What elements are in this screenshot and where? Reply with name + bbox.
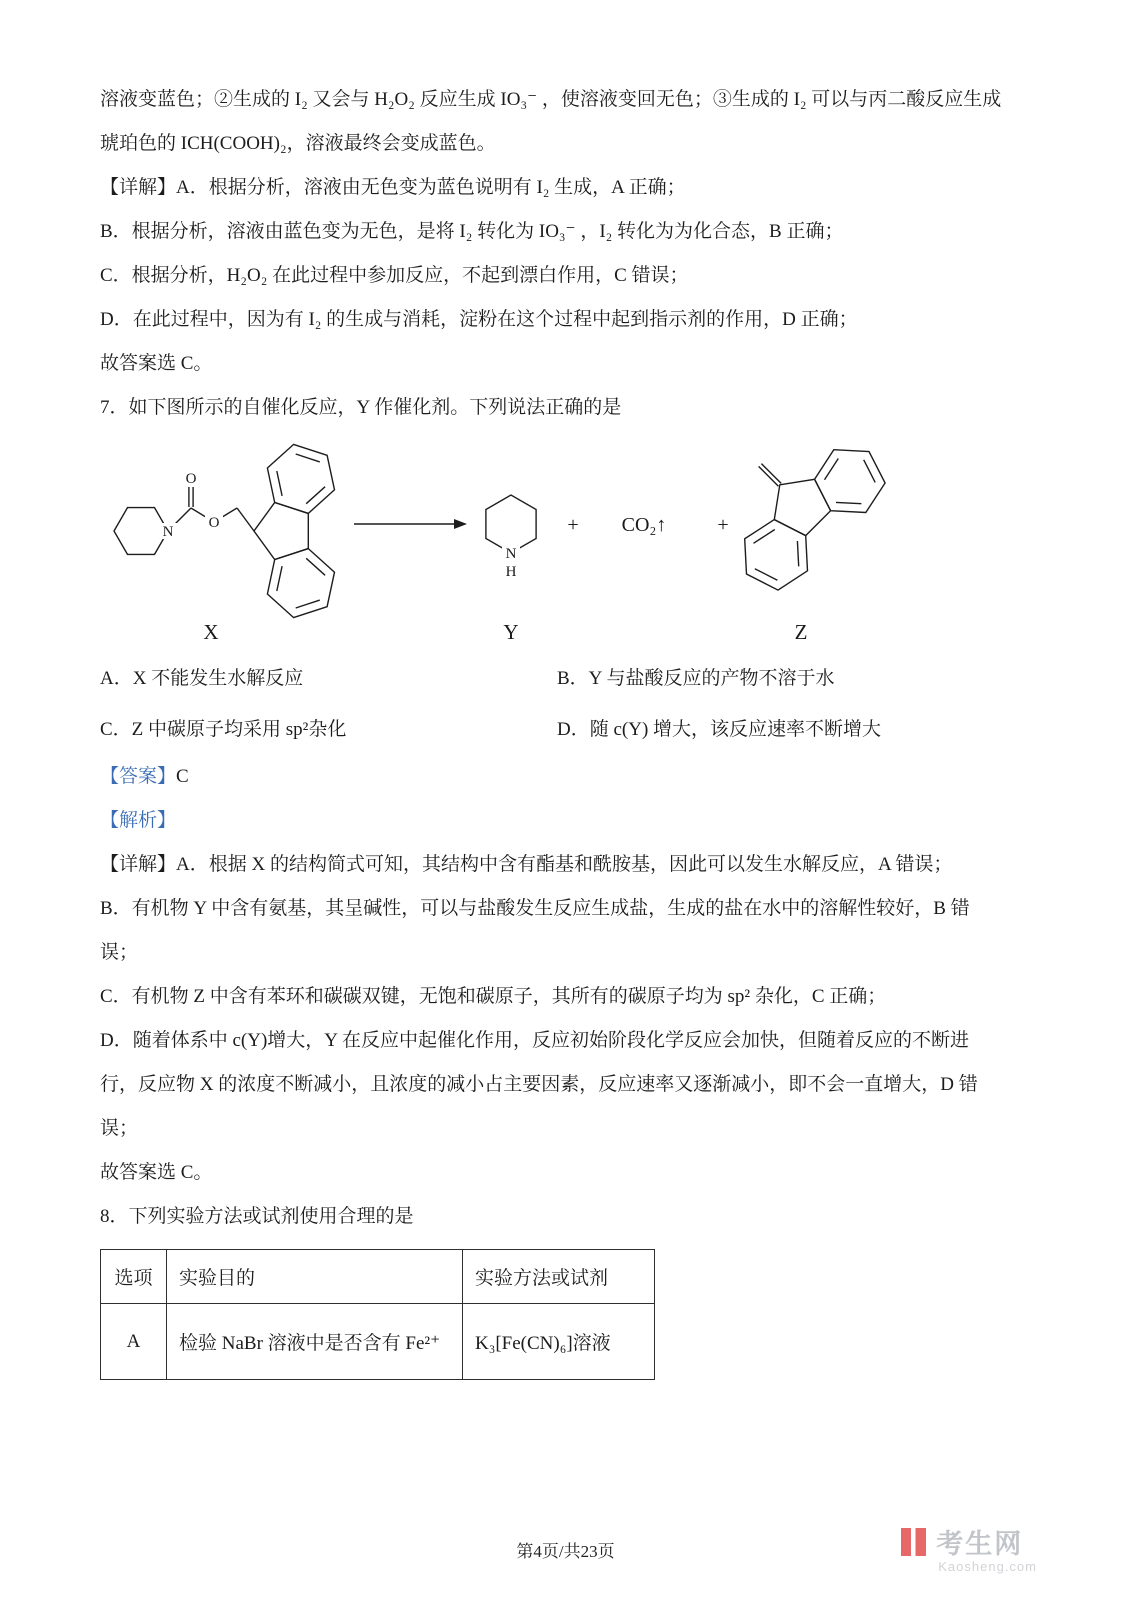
detail-line: D．在此过程中，因为有 I₂ 的生成与消耗，淀粉在这个过程中起到指示剂的作用，D 正确； [100, 309, 858, 330]
detail-line: 【详解】A．根据分析，溶液由无色变为蓝色说明有 I₂ 生成，A 正确； [100, 177, 686, 198]
watermark-top [901, 1522, 1037, 1561]
q8-stem: 8．下列实验方法或试剂使用合理的是 [100, 1206, 414, 1227]
q7-explain-line: B．有机物 Y 中含有氨基，其呈碱性，可以与盐酸发生反应生成盐，生成的盐在水中的溶解性较好，B 错 [100, 898, 970, 919]
kaosheng-watermark [901, 1522, 1037, 1574]
q7-option-b: B．Y 与盐酸反应的产物不溶于水 [557, 668, 835, 689]
plus-sign: + [717, 514, 729, 536]
oxygen-atom-label: O [208, 515, 220, 531]
q7-analysis-line [100, 799, 1033, 843]
bond-lines [114, 444, 885, 617]
header-purpose: 实验目的 [167, 1250, 463, 1304]
answer-conclusion: 故答案选 C。 [100, 353, 213, 374]
header-option: 选项 [101, 1250, 167, 1304]
plus-sign: + [567, 514, 579, 536]
q8-table [100, 1249, 655, 1380]
q7-options-row-1 [100, 653, 1033, 704]
nitrogen-atom-label: N [162, 524, 174, 540]
nitrogen-atom-label: N [505, 546, 517, 562]
q7-option-c: C．Z 中碳原子均采用 sp²杂化 [100, 719, 347, 740]
prelude-line: 琥珀色的 ICH(COOH)₂，溶液最终会变成蓝色。 [100, 133, 496, 154]
q7-explain-line: 误； [100, 1118, 139, 1139]
table-row [101, 1304, 655, 1380]
reaction-scheme [96, 436, 1033, 651]
q7-explain-line: 【详解】A．根据 X 的结构简式可知，其结构中含有酯基和酰胺基，因此可以发生水解反应，A 错误； [100, 854, 953, 875]
structure-label-x: X [203, 620, 219, 644]
scheme-formulas [567, 514, 728, 536]
q7-options-row-2 [100, 704, 1033, 755]
answer-marker: 【答案】 [100, 766, 177, 787]
watermark-domain: Kaosheng.com [938, 1559, 1037, 1574]
analysis-marker: 【解析】 [100, 810, 177, 831]
structure-labels [203, 620, 807, 644]
answer-value: C [176, 766, 189, 787]
header-method: 实验方法或试剂 [463, 1250, 655, 1304]
q7-stem: 7．如下图所示的自催化反应，Y 作催化剂。下列说法正确的是 [100, 397, 622, 418]
detail-line: B．根据分析，溶液由蓝色变为无色，是将 I₂ 转化为 IO₃⁻ ，I₂ 转化为为化合态，B 正确； [100, 221, 844, 242]
q7-answer-line [100, 755, 1033, 799]
cell-option: A [101, 1304, 167, 1380]
hydrogen-atom-label: H [505, 564, 517, 580]
q7-explain-line: 误； [100, 942, 139, 963]
kaosheng-logo-icon [901, 1528, 929, 1556]
q7-explain-conclusion: 故答案选 C。 [100, 1162, 213, 1183]
q7-option-d: D．随 c(Y) 增大，该反应速率不断增大 [557, 719, 882, 740]
cell-purpose: 检验 NaBr 溶液中是否含有 Fe²⁺ [167, 1304, 463, 1380]
q7-option-a: A．X 不能发生水解反应 [100, 668, 304, 689]
reaction-scheme-svg [96, 436, 996, 651]
cell-method: K₃[Fe(CN)₆]溶液 [463, 1304, 655, 1380]
table-header-row [101, 1250, 655, 1304]
q7-explain-line: C．有机物 Z 中含有苯环和碳碳双键，无饱和碳原子，其所有的碳原子均为 sp² 杂化，C 正确； [100, 986, 887, 1007]
detail-line: C．根据分析，H₂O₂ 在此过程中参加反应，不起到漂白作用，C 错误； [100, 265, 689, 286]
q7-explain-line: D．随着体系中 c(Y)增大，Y 在反应中起催化作用，反应初始阶段化学反应会加快，但随着反应的不断进 [100, 1030, 970, 1051]
structure-label-z: Z [794, 620, 808, 644]
page-number: 第4页/共23页 [516, 1542, 615, 1561]
q7-explain-line: 行，反应物 X 的浓度不断减小，且浓度的减小占主要因素，反应速率又逐渐减小，即不会一直增大，D 错 [100, 1074, 978, 1095]
atom-labels [159, 469, 520, 580]
watermark-brand: 考生网 [936, 1529, 1024, 1559]
structure-label-y: Y [503, 620, 519, 644]
co2-formula: CO₂↑ [621, 514, 667, 536]
oxygen-atom-label: O [185, 471, 197, 487]
prelude-line: 溶液变蓝色；②生成的 I₂ 又会与 H₂O₂ 反应生成 IO₃⁻ ，使溶液变回无色；③生成的 I₂ 可以与丙二酸反应生成 [100, 89, 1002, 110]
